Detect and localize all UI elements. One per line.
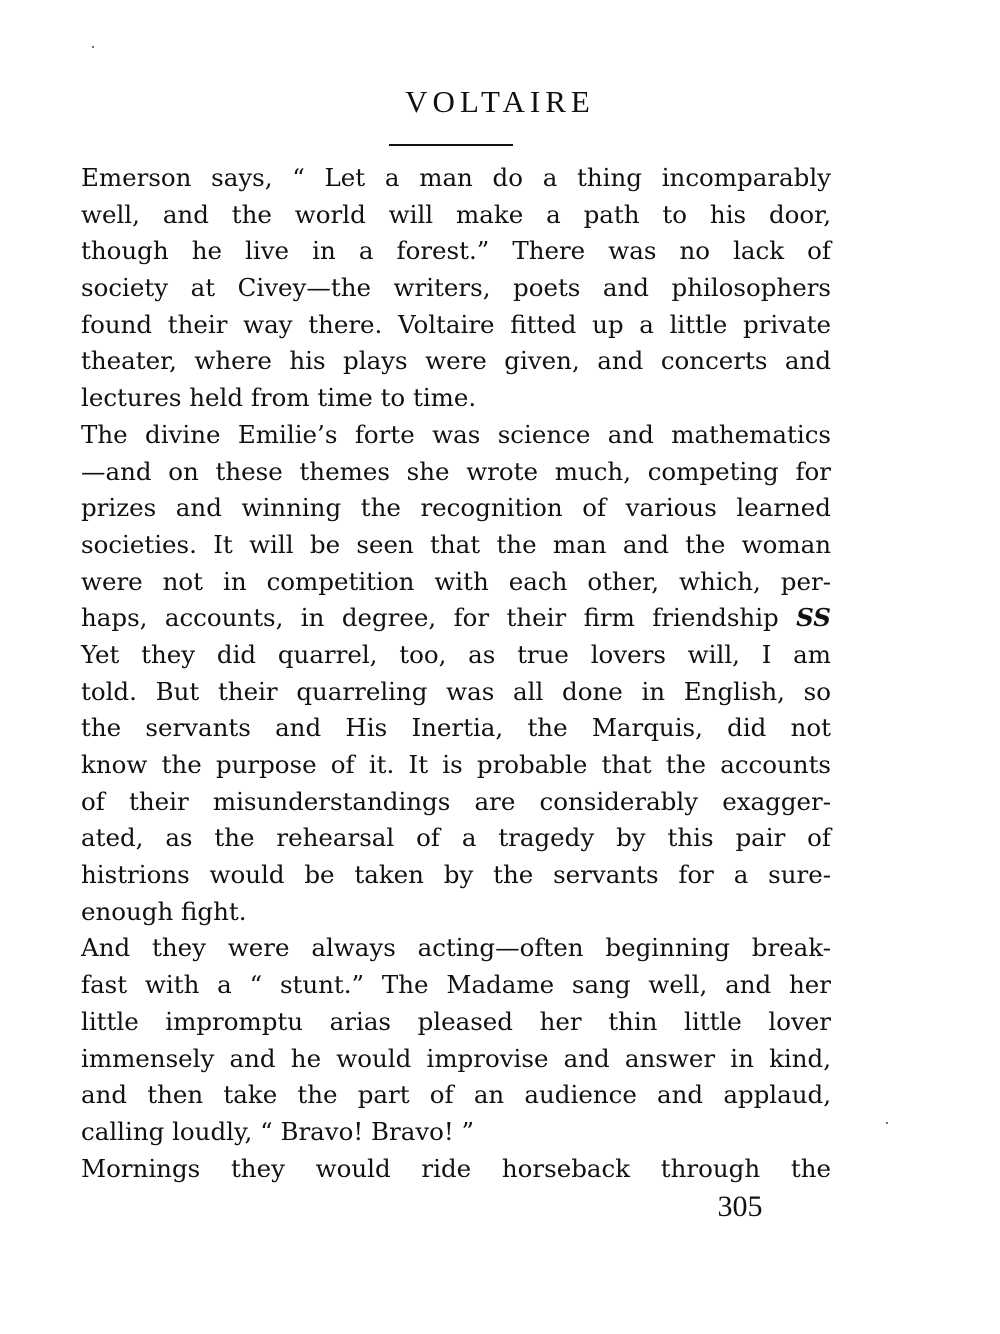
text-line-content: found their way there. Voltaire fitted up a little private	[81, 309, 831, 339]
text-line-content: the servants and His Inertia, the Marquis, did not	[81, 713, 831, 743]
text-line	[81, 857, 831, 894]
text-line	[81, 674, 831, 711]
text-line	[81, 564, 831, 601]
text-line-content: fast with a “ stunt.” The Madame sang well, and her	[81, 970, 831, 1000]
paragraph-ornament: SS	[796, 603, 831, 633]
head-rule	[389, 144, 513, 146]
text-line-content: know the purpose of it. It is probable that the accounts	[81, 750, 831, 779]
text-line	[81, 747, 831, 784]
body-text	[81, 160, 831, 1187]
text-line-content: ated, as the rehearsal of a tragedy by this pair of	[81, 823, 831, 853]
text-line	[81, 1114, 831, 1151]
text-line-content: though he live in a forest.” There was no lack of	[81, 236, 831, 266]
text-line-content: of their misunderstandings are considerably exagger-	[81, 786, 831, 816]
text-line-content: told. But their quarreling was all done in English, so	[81, 676, 831, 706]
text-line-content: calling loudly, “ Bravo! Bravo! ”	[81, 1116, 475, 1146]
scan-speck	[886, 1122, 888, 1124]
text-line-content: well, and the world will make a path to his door,	[81, 199, 831, 229]
text-line-content: Mornings they would ride horseback through the	[81, 1153, 831, 1183]
text-line	[81, 1041, 831, 1078]
text-line	[81, 1151, 831, 1188]
text-line	[81, 343, 831, 380]
text-line	[81, 160, 831, 197]
text-line	[81, 417, 831, 454]
text-line	[81, 490, 831, 527]
text-line	[81, 380, 831, 417]
text-line	[81, 307, 831, 344]
text-line-content: The divine Emilie’s forte was science and mathematics	[81, 419, 831, 449]
text-line-content: were not in competition with each other, which, per-	[81, 566, 831, 596]
text-line-content: —and on these themes she wrote much, competing for	[81, 456, 831, 486]
text-line	[81, 600, 831, 637]
text-line	[81, 820, 831, 857]
text-line	[81, 637, 831, 674]
text-line	[81, 784, 831, 821]
text-line	[81, 454, 831, 491]
text-line	[81, 967, 831, 1004]
text-line	[81, 930, 831, 967]
text-line-content: theater, where his plays were given, and concerts and	[81, 346, 831, 376]
text-line-content: society at Civey—the writers, poets and philosophers	[81, 273, 831, 303]
text-line	[81, 1004, 831, 1041]
text-line-content: Yet they did quarrel, too, as true lovers will, I am	[81, 639, 831, 669]
text-line	[81, 197, 831, 234]
text-line-content: lectures held from time to time.	[81, 383, 477, 413]
running-head: VOLTAIRE	[405, 84, 595, 119]
text-line-content: Emerson says, “ Let a man do a thing incomparably	[81, 163, 831, 192]
text-line-content: histrions would be taken by the servants for a sure-	[81, 860, 831, 890]
text-line	[81, 270, 831, 307]
text-line	[81, 233, 831, 270]
text-line-content: immensely and he would improvise and answer in kind,	[81, 1043, 831, 1073]
scan-speck	[92, 46, 94, 48]
text-line-content: enough fight.	[81, 896, 247, 926]
text-line-content: and then take the part of an audience and applaud,	[81, 1080, 831, 1110]
text-line-content: societies. It will be seen that the man and the woman	[81, 529, 831, 559]
text-line	[81, 710, 831, 747]
text-line	[81, 894, 831, 931]
text-line	[81, 527, 831, 564]
text-line-content: And they were always acting—often beginning break-	[81, 933, 831, 963]
text-line	[81, 1077, 831, 1114]
page-number: 305	[717, 1190, 763, 1223]
text-line-content: haps, accounts, in degree, for their firm friendship	[81, 603, 779, 633]
text-line-content: prizes and winning the recognition of various learned	[81, 493, 831, 523]
text-line-content: little impromptu arias pleased her thin little lover	[81, 1006, 831, 1036]
